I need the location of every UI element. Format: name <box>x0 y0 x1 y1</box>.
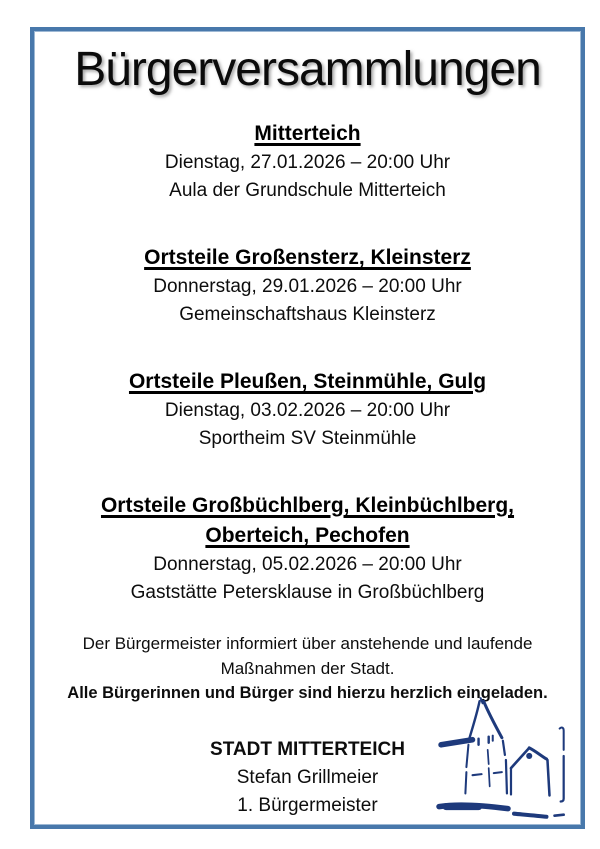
section-heading-line2: Oberteich, Pechofen <box>205 524 410 547</box>
church-sketch-logo <box>436 697 588 824</box>
section-heading: Ortsteile Pleußen, Steinmühle, Gulg <box>128 370 487 393</box>
section-heading: Ortsteile Großensterz, Kleinsterz <box>144 246 471 269</box>
event-date: Dienstag, 03.02.2026 – 20:00 Uhr <box>164 400 451 421</box>
event-section-grossensterz <box>34 243 581 329</box>
church-sketch-icon <box>436 697 588 824</box>
poster-frame <box>30 27 585 829</box>
event-venue: Sportheim SV Steinmühle <box>198 428 417 449</box>
invitation-line: Alle Bürgerinnen und Bürger sind hierzu herzlich eingeladen. <box>67 684 548 702</box>
note-line-1: Der Bürgermeister informiert über anstehende und laufende <box>82 634 533 653</box>
event-section-mitterteich <box>34 119 581 205</box>
signature-role: 1. Bürgermeister <box>237 795 378 816</box>
info-note <box>34 631 581 706</box>
section-heading-line1: Ortsteile Großbüchlberg, Kleinbüchlberg, <box>100 494 515 517</box>
signature-name: Stefan Grillmeier <box>236 767 379 788</box>
event-venue: Aula der Grundschule Mitterteich <box>169 180 446 201</box>
event-section-grossbuechlberg <box>34 491 581 607</box>
note-line-2: Maßnahmen der Stadt. <box>220 659 395 678</box>
event-date: Donnerstag, 05.02.2026 – 20:00 Uhr <box>153 554 462 575</box>
event-date: Dienstag, 27.01.2026 – 20:00 Uhr <box>164 152 451 173</box>
event-section-pleussen <box>34 367 581 453</box>
event-date: Donnerstag, 29.01.2026 – 20:00 Uhr <box>153 276 462 297</box>
event-venue: Gaststätte Petersklause in Großbüchlberg <box>130 582 485 603</box>
signature-org: STADT MITTERTEICH <box>210 739 405 760</box>
section-heading: Mitterteich <box>254 122 361 145</box>
event-venue: Gemeinschaftshaus Kleinsterz <box>179 304 436 325</box>
poster-title: Bürgerversammlungen <box>74 43 541 96</box>
